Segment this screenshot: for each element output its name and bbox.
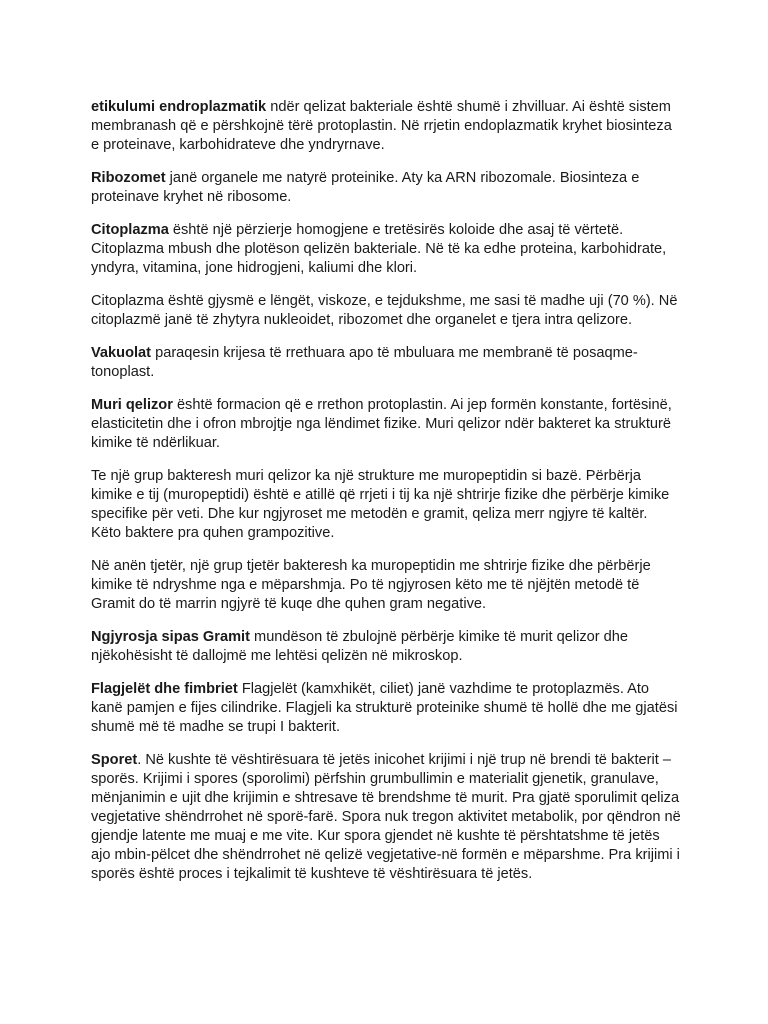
paragraph-gram-negative: [91, 557, 681, 614]
paragraph-text: . Në kushte të vështirësuara të jetës inicohet krijimi i një trup në brendi të bakterit –sporës. Krijimi i spores (sporolimi) përfshin grumbullimin e materialit gjenetik, granulave, mënjanimin e ujit dhe krijimin e shtresave të brendshme të murit. Pra gjatë sporulimit qeliza vegjetative shëndrrohet në sporë-farë. Spora nuk tregon aktivitet metabolik, por qëndron në gjendje latente me muaj e me vite. Kur spora gjendet në kushte të përshtatshme të jetës ajo mbin-pëlcet dhe shëndrrohet në qelizë vegjetative-në formën e mëparshme. Pra krijimi i sporës është proces i tejkalimit të kushteve të vështirësuara të jetës.: [91, 752, 681, 882]
paragraph-spores: [91, 751, 681, 884]
document-page: [91, 98, 681, 898]
paragraph-text: Në anën tjetër, një grup tjetër bakteresh ka muropeptidin me shtrirje fizike dhe përbërje kimike të ndryshme nga e mëparshmja. Po të ngjyrosen këto me të njëjtën metodë të Gramit do të marrin ngjyrë të kuqe dhe quhen gram negative.: [91, 558, 651, 612]
term-cell-wall: Muri qelizor: [91, 397, 173, 413]
paragraph-cytoplasm: [91, 221, 681, 278]
paragraph-text: paraqesin krijesa të rrethuara apo të mbuluara me membranë të posaqme-tonoplast.: [91, 345, 638, 380]
paragraph-gram-positive: [91, 467, 681, 543]
term-cytoplasm: Citoplazma: [91, 222, 169, 238]
paragraph-text: mundëson të zbulojnë përbërje kimike të murit qelizor dhe njëkohësisht të dallojmë me lehtësi qelizën në mikroskop.: [91, 629, 628, 664]
term-spores: Sporet: [91, 752, 138, 768]
paragraph-cell-wall: [91, 396, 681, 453]
paragraph-text: është formacion që e rrethon protoplastin. Ai jep formën konstante, fortësinë, elasticitetin dhe i ofron mbrojtje nga lëndimet fizike. Muri qelizor ndër bakteret ka strukturë kimike të ndërlikuar.: [91, 397, 672, 451]
term-vacuoles: Vakuolat: [91, 345, 152, 361]
paragraph-text: Flagjelët (kamxhikët, ciliet) janë vazhdime te protoplazmës. Ato kanë pamjen e fijes cilindrike. Flagjeli ka strukturë proteinike shumë të hollë dhe me gjatësi shumë më të madhe se trupi I bakterit.: [91, 681, 678, 735]
paragraph-vacuoles: [91, 344, 681, 382]
term-ribosomes: Ribozomet: [91, 170, 166, 186]
term-endoplasmic-reticulum: etikulumi endroplazmatik: [91, 99, 267, 115]
paragraph-text: Citoplazma është gjysmë e lëngët, viskoze, e tejdukshme, me sasi të madhe uji (70 %). Në citoplazmë janë të zhytyra nukleoidet, ribozomet dhe organelet e tjera intra qelizore.: [91, 293, 678, 328]
paragraph-ribosomes: [91, 169, 681, 207]
paragraph-text: Te një grup bakteresh muri qelizor ka një strukture me muropeptidin si bazë. Përbërja kimike e tij (muropeptidi) është e atillë që rrjeti i tij ka një shtrirje fizike dhe përbërje kimike specifike për veti. Dhe kur ngjyroset me metodën e gramit, qeliza merr ngjyre të kaltër. Këto baktere pra quhen grampozitive.: [91, 468, 670, 541]
term-flagella: Flagjelët dhe fimbriet: [91, 681, 238, 697]
paragraph-gram-staining: [91, 628, 681, 666]
paragraph-text: janë organele me natyrë proteinike. Aty ka ARN ribozomale. Biosinteza e proteinave kryhet në ribosome.: [91, 170, 640, 205]
paragraph-endoplasmic-reticulum: [91, 98, 681, 155]
paragraph-text: është një përzierje homogjene e tretësirës koloide dhe asaj të vërtetë. Citoplazma mbush dhe plotëson qelizën bakteriale. Në të ka edhe proteina, karbohidrate, yndyra, vitamina, jone hidrogjeni, kaliumi dhe klori.: [91, 222, 667, 276]
term-gram-staining: Ngjyrosja sipas Gramit: [91, 629, 250, 645]
paragraph-text: ndër qelizat bakteriale është shumë i zhvilluar. Ai është sistem membranash që e përshkojnë tërë protoplastin. Në rrjetin endoplazmatik kryhet biosinteza e proteinave, karbohidrateve dhe yndryrnave.: [91, 99, 672, 153]
paragraph-cytoplasm-properties: [91, 292, 681, 330]
paragraph-flagella: [91, 680, 681, 737]
